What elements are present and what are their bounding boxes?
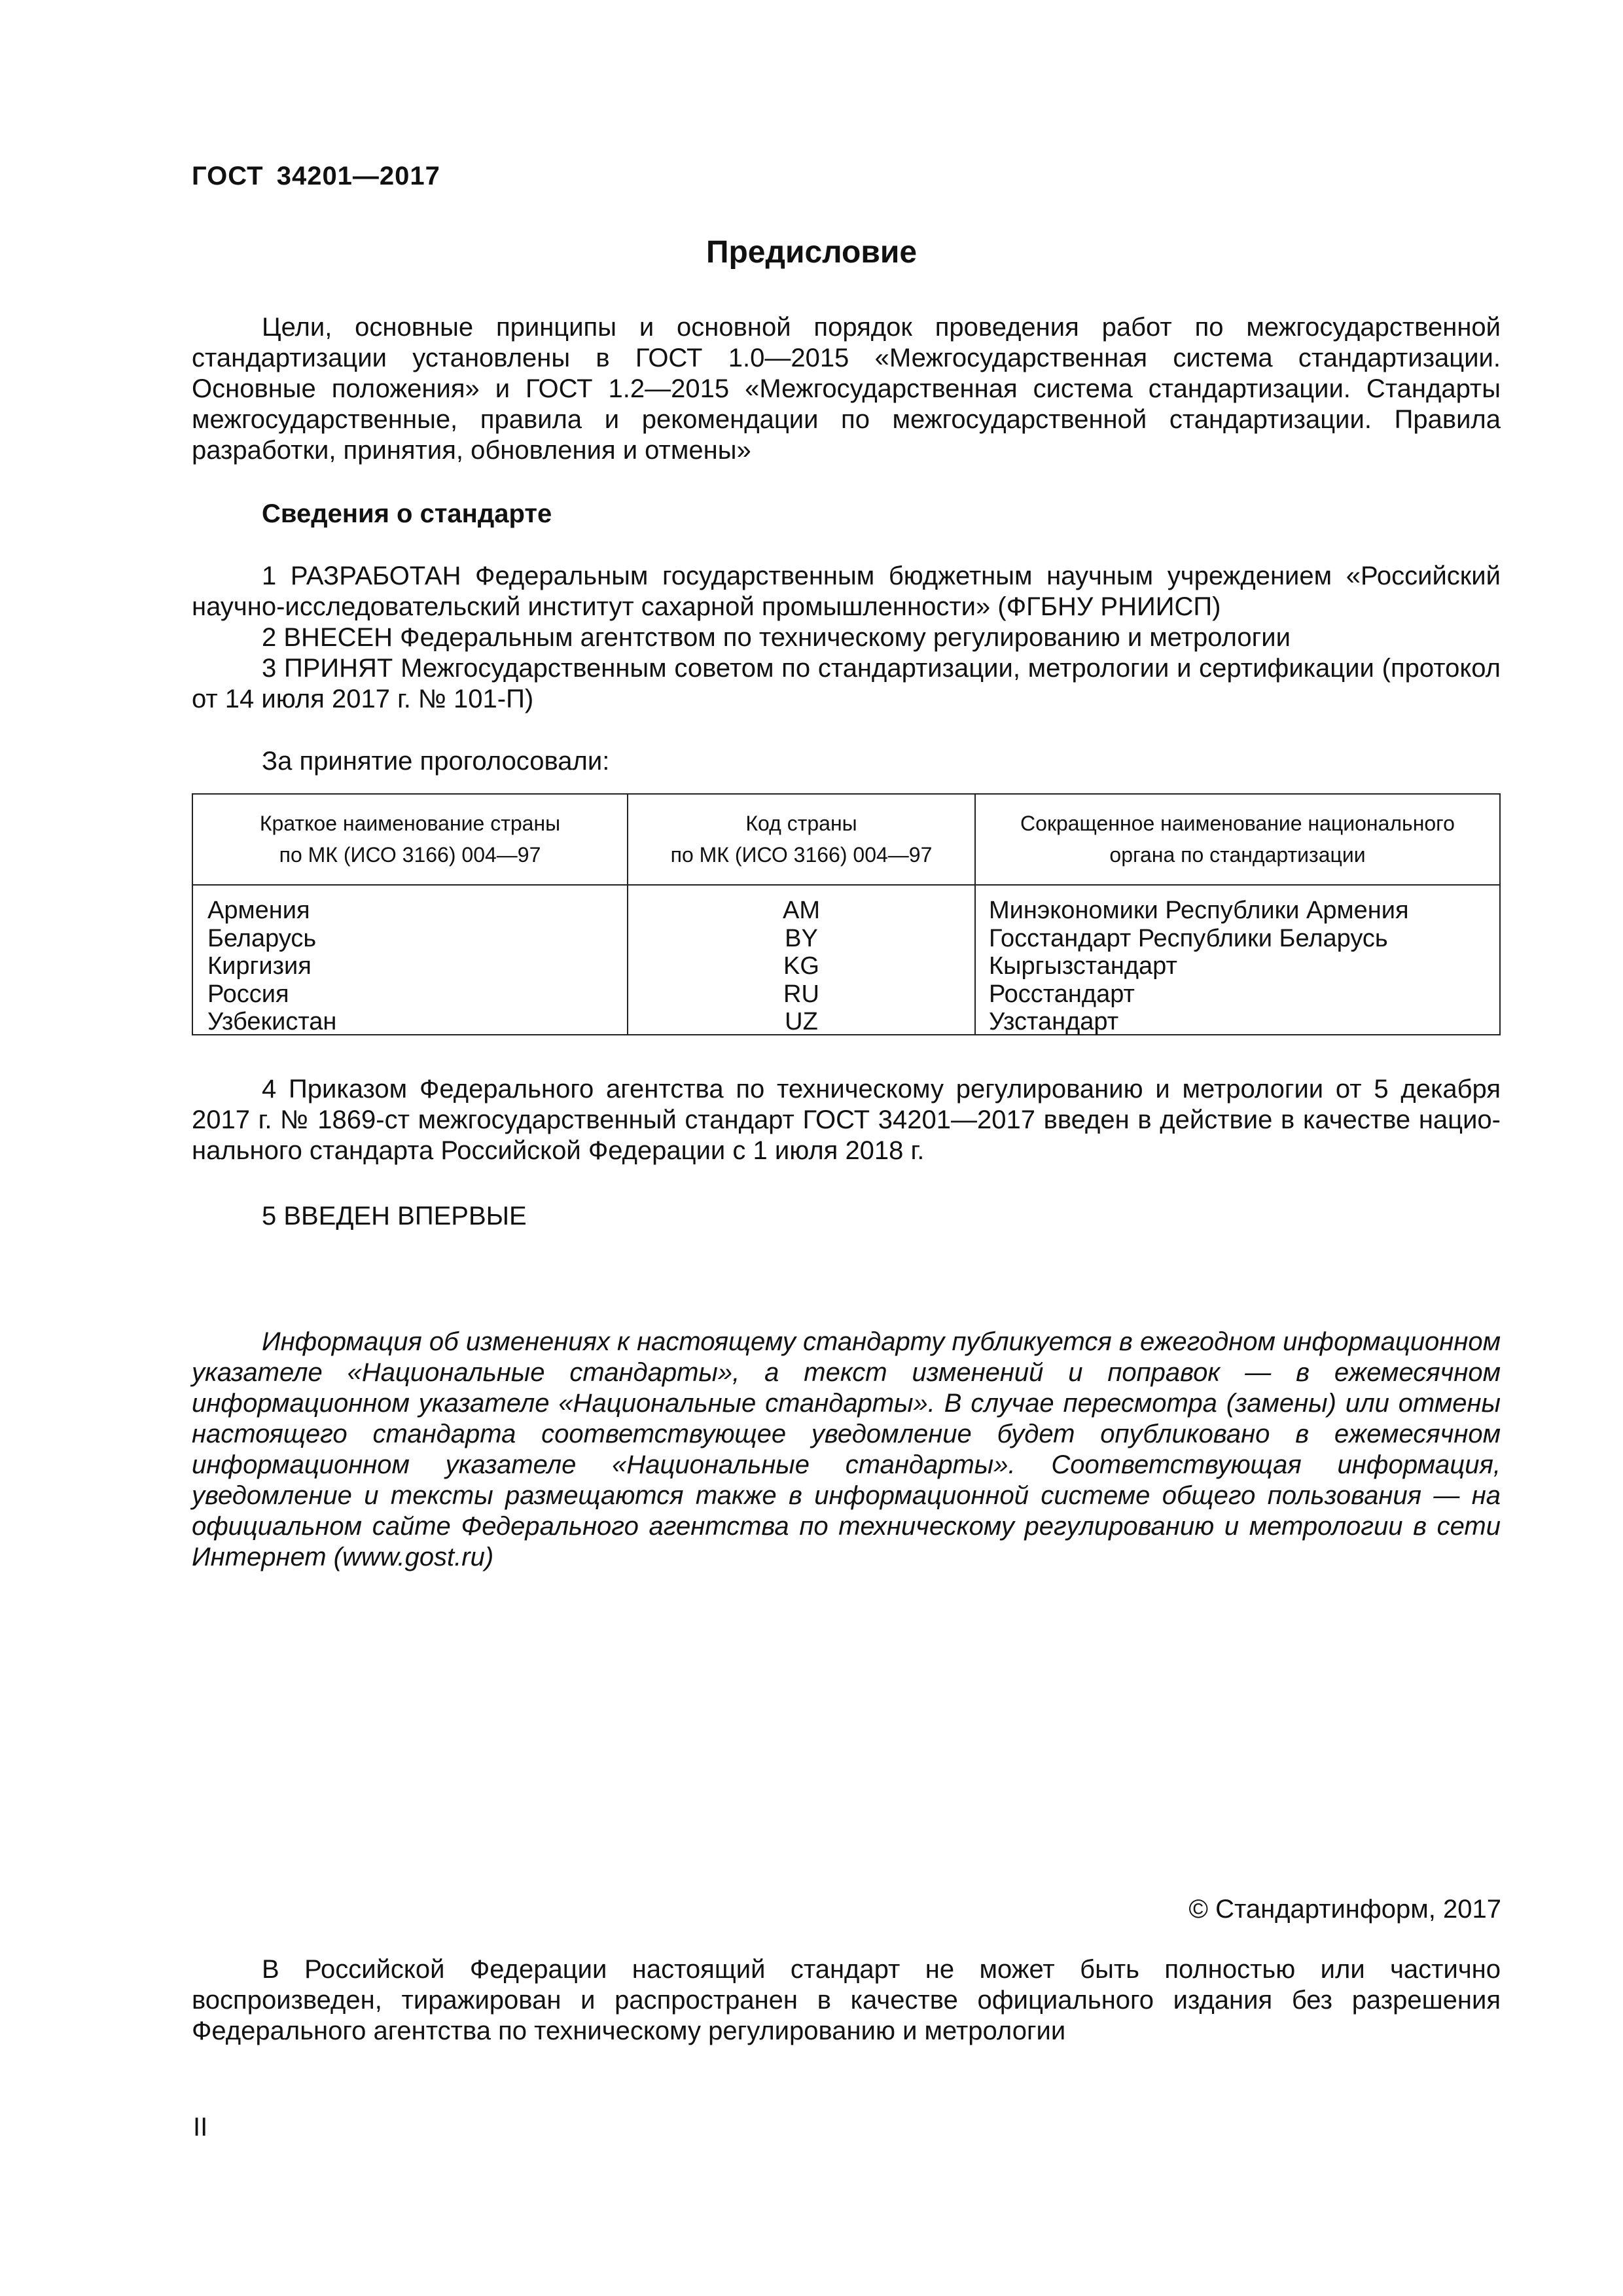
- table-cell-code: UZ: [785, 1008, 818, 1035]
- table-cell-country: Узбекистан: [207, 1008, 337, 1035]
- country-column: [207, 897, 620, 1036]
- document-number: ГОСТ 34201—2017: [192, 162, 440, 190]
- section-heading: Сведения о стандарте: [262, 499, 552, 528]
- vote-label: За принятие проголосовали:: [262, 747, 610, 776]
- info-notice: Информация об изменениях к настоящему стандарту публикуется в ежегодном информационном указателе «Национальные стандарты», а текст изменений и поправок — в ежемесячном информационном указателе «Национальные стандарты». В случае пересмотра (замены) или отмены настоящего стандарта соответствующее уведомление будет опубликовано в ежемесячном информационном указателе «Национальные стандарты». Соответствующая информация, уведомление и тексты размещаются также в информационной системе общего пользования — на официальном сайте Федерального агентства по техническому регулированию и метрологии в сети Интернет (www.gost.ru): [192, 1327, 1501, 1571]
- rights-notice: В Российской Федерации настоящий стандарт не может быть полностью или частично воспроизведен, тиражирован и распространен в качестве официального издания без разрешения Федерального агентства по техническому регулированию и метрологии: [192, 1955, 1501, 2045]
- table-header-country: Краткое наименование страны по МК (ИСО 3166) 004—97: [259, 812, 561, 867]
- table-cell-country: Беларусь: [207, 924, 317, 952]
- table-cell-country: Россия: [207, 980, 289, 1008]
- intro-paragraph: Цели, основные принципы и основной порядок проведения работ по межгосударственной стандартизации установлены в ГОСТ 1.0—2015 «Межгосударственная система стандартизации. Основные положения» и ГОСТ 1.2—2015 «Межгосударственная система стандартизации. Стандарты межгосударственные, правила и рекомендации по межгосударственной стандартизации. Правила разработки, принятия, обновления и отмены»: [192, 313, 1501, 465]
- table-cell-country: Киргизия: [207, 952, 312, 980]
- table-cell-body: Узстандарт: [989, 1008, 1119, 1035]
- page-title: Предисловие: [705, 235, 918, 270]
- item-2: 2 ВНЕСЕН Федеральным агентством по техническому регулированию и метрологии: [262, 623, 1291, 652]
- table-cell-body: Госстандарт Республики Беларусь: [989, 924, 1388, 952]
- table-cell-code: BY: [785, 924, 818, 952]
- table-cell-body: Росстандарт: [989, 980, 1135, 1008]
- copyright: © Стандартинформ, 2017: [1188, 1895, 1501, 1924]
- page-number: II: [193, 2113, 208, 2142]
- item-1: 1 РАЗРАБОТАН Федеральным государственным бюджетным научным учреждением «Российский научно-исследовательский институт сахарной промышленности» (ФГБНУ РНИИСП): [192, 562, 1501, 621]
- body-column: [989, 897, 1493, 1036]
- table-cell-code: RU: [783, 980, 819, 1008]
- table-header-code: Код страны по МК (ИСО 3166) 004—97: [670, 812, 933, 867]
- table-header-divider: [193, 884, 1499, 886]
- table-cell-body: Минэкономики Республики Армения: [989, 897, 1409, 924]
- table-cell-body: Кыргызстандарт: [989, 952, 1177, 980]
- table-cell-country: Армения: [207, 897, 310, 924]
- item-4: 4 Приказом Федерального агентства по техническому регулированию и метрологии от 5 декабря 2017 г. № 1869-ст межгосударственный стандарт ГОСТ 34201—2017 введен в действие в качестве нацио-нального стандарта Российской Федерации с 1 июля 2018 г.: [192, 1075, 1501, 1165]
- table-cell-code: KG: [783, 952, 819, 980]
- code-column: [628, 897, 974, 1036]
- item-3: 3 ПРИНЯТ Межгосударственным советом по стандартизации, метрологии и сертификации (протокол от 14 июля 2017 г. № 101-П): [192, 654, 1501, 713]
- item-5: 5 ВВЕДЕН ВПЕРВЫЕ: [262, 1202, 527, 1230]
- table-cell-code: AM: [783, 897, 820, 924]
- table-header-body: Сокращенное наименование национального органа по стандартизации: [1020, 812, 1455, 867]
- voting-table: [192, 793, 1501, 1035]
